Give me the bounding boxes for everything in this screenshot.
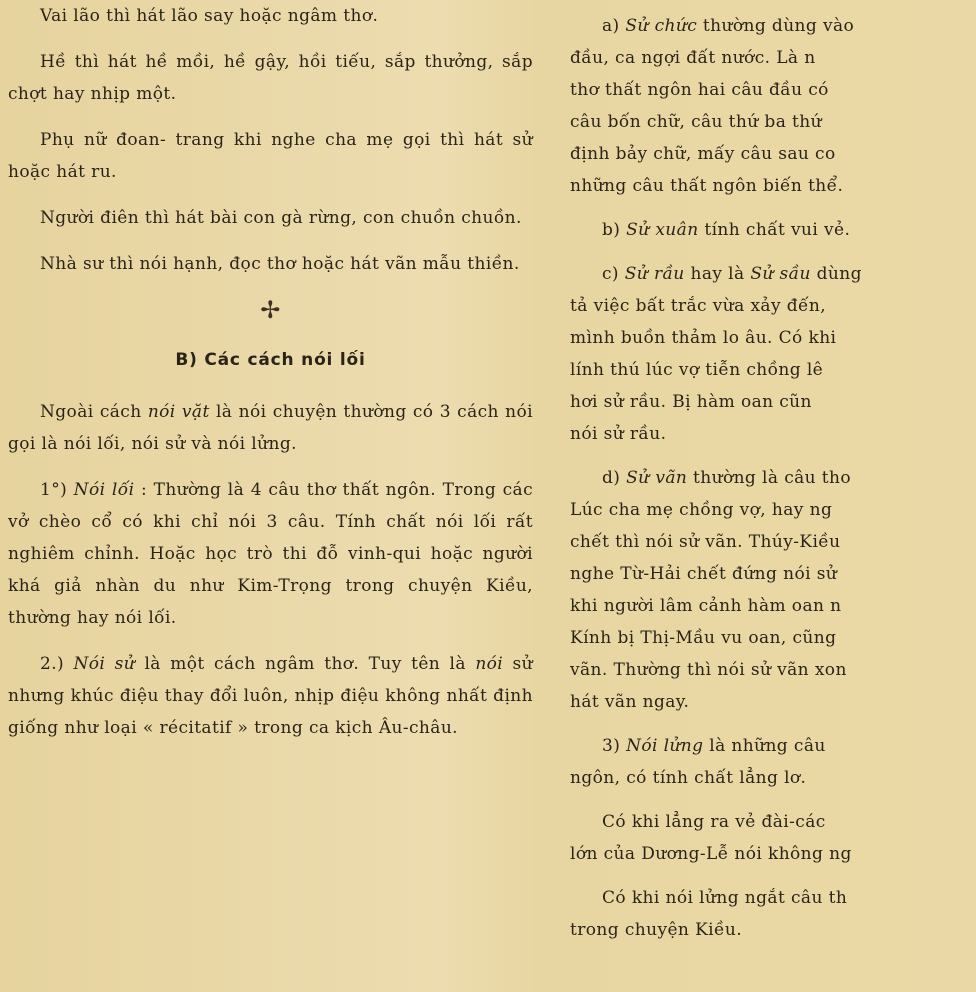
paragraph-noi-loi [8,474,533,634]
text-line: định bảy chữ, mấy câu sau co [570,144,836,164]
text-line: Lúc cha mẹ chồng vợ, hay ng [570,500,833,520]
text-run: 1°) [40,480,74,500]
text-line: lớn của Dương-Lễ nói không ng [570,844,852,864]
paragraph-ngat-cau [570,882,976,946]
paragraph-nha-su [8,248,533,280]
text-run: sử nhưng khúc điệu thay đổi luôn, nhịp điệu không nhất định giống như loại « récitatif » trong ca kịch Âu-châu. [8,654,534,738]
text-run: là nói chuyện thường có 3 cách nói gọi là nói lối, nói sử và nói lửng. [8,402,533,454]
italic-term: Sử sầu [750,264,811,284]
paragraph-text: Người điên thì hát bài con gà rừng, con chuồn chuồn. [40,208,522,228]
paragraph-text: Vai lão thì hát lão say hoặc ngâm thơ. [40,6,379,26]
text-run: b) [602,220,627,240]
text-line: đầu, ca ngợi đất nước. Là n [570,48,816,68]
paragraph-noi-su [8,648,533,744]
text-run: a) [602,16,626,36]
text-line [570,462,976,494]
text-line: nói sử rầu. [570,424,667,444]
text-line: hơi sử rầu. Bị hàm oan cũn [570,392,812,412]
paragraph-vai-lao [8,0,533,32]
text-line: những câu thất ngôn biến thể. [570,176,844,196]
text-line: khi người lâm cảnh hàm oan n [570,596,842,616]
section-heading: B) Các cách nói lối [175,350,366,370]
text-run: hay là [684,264,751,284]
italic-term: nói vặt [147,402,210,422]
text-line: vãn. Thường thì nói sử vãn xon [570,660,847,680]
paragraph-he [8,46,533,110]
text-line: thơ thất ngôn hai câu đầu có [570,80,829,100]
text-run: : Thường là 4 câu thơ thất ngôn. Trong các vở chèo cổ có khi chỉ nói 3 câu. Tính chất nói lối rất nghiêm chỉnh. Hoặc học trò thi đỗ vinh-qui hoặc người khá giả nhàn du như Kim-Trọng trong chuyện Kiều, thường hay nói lối. [8,480,534,628]
text-run: là những câu [703,736,826,756]
text-line: trong chuyện Kiều. [570,920,743,940]
paragraph-su-van [570,462,976,718]
italic-term: Nói sử [73,654,136,674]
italic-term: nói [475,654,504,674]
text-line: Có khi nói lửng ngắt câu th [602,888,848,908]
text-line [570,258,976,290]
text-line: ngôn, có tính chất lẳng lơ. [570,768,807,788]
paragraph-nguoi-dien [8,202,533,234]
italic-term: Sử chức [625,16,698,36]
text-run: là một cách ngâm thơ. Tuy tên là [135,654,476,674]
text-run: tính chất vui vẻ. [698,220,851,240]
italic-term: Sử xuân [626,220,699,240]
paragraph-su-chuc [570,10,976,202]
paragraph-noi-lung [570,730,976,794]
paragraph-su-xuan [570,214,976,246]
text-run: d) [602,468,627,488]
text-line: tả việc bất trắc vừa xảy đến, [570,296,827,316]
paragraph-text: Hề thì hát hề mồi, hề gậy, hồi tiếu, sắp thưởng, sắp chợt hay nhịp một. [8,52,533,104]
text-run: 2.) [40,654,74,674]
text-line [570,730,976,762]
text-run: dùng [810,264,862,284]
italic-term: Nói lửng [626,736,704,756]
left-column [8,0,533,758]
text-run: 3) [602,736,627,756]
text-run: thường là câu tho [687,468,852,488]
text-line [570,10,976,42]
ornament-icon: ✢ [260,296,281,324]
text-line: câu bốn chữ, câu thứ ba thứ [570,112,822,132]
paragraph-text: Nhà sư thì nói hạnh, đọc thơ hoặc hát vãn mẫu thiền. [40,254,520,274]
paragraph-su-rau [570,258,976,450]
text-line: Có khi lẳng ra vẻ đài-các [602,812,826,832]
paragraph-phu-nu [8,124,533,188]
right-column [570,10,976,958]
text-line: hát vãn ngay. [570,692,690,712]
text-run: Ngoài cách [40,402,148,422]
text-line: Kính bị Thị-Mầu vu oan, cũng [570,628,837,648]
italic-term: Sử rầu [624,264,685,284]
paragraph-lang-ra [570,806,976,870]
italic-term: Nói lối [73,480,135,500]
paragraph-ngoai-cach [8,396,533,460]
italic-term: Sử vãn [626,468,688,488]
text-line [570,214,976,246]
text-run: thường dùng vào [697,16,855,36]
text-line: chết thì nói sử vãn. Thúy-Kiều [570,532,841,552]
text-line: nghe Từ-Hải chết đứng nói sử [570,564,838,584]
text-line: lính thú lúc vợ tiễn chồng lê [570,360,824,380]
text-line: mình buồn thảm lo âu. Có khi [570,328,837,348]
text-run: c) [602,264,625,284]
paragraph-text: Phụ nữ đoan- trang khi nghe cha mẹ gọi thì hát sử hoặc hát ru. [8,130,533,182]
